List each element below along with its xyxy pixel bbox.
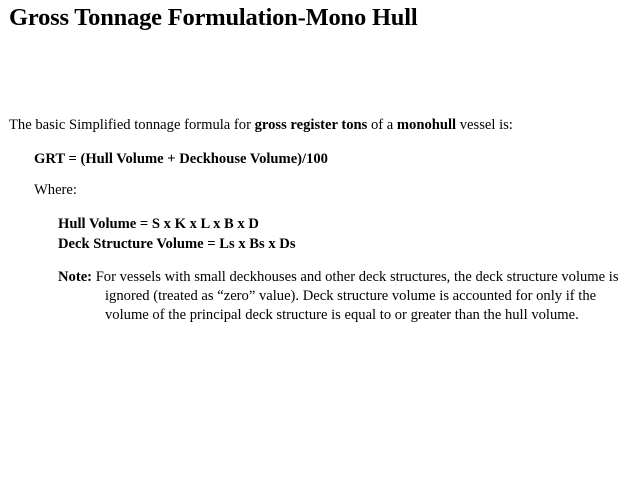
note-paragraph [58,268,624,324]
grt-formula: GRT = (Hull Volume + Deckhouse Volume)/100 [34,151,328,167]
intro-text-1: The basic Simplified tonnage formula for [9,117,255,133]
hull-volume-definition: Hull Volume = S x K x L x B x D [58,216,259,232]
deck-structure-volume-definition: Deck Structure Volume = Ls x Bs x Ds [58,236,296,252]
intro-paragraph [9,117,513,134]
intro-text-2: of a [367,117,397,133]
note-text: For vessels with small deckhouses and other deck structures, the deck structure volume is ignored (treated as “zero” value). Deck structure volume is accounted for only if the volume of the principal deck structure is equal to or greater than the hull volume. [92,269,619,323]
note-label: Note: [58,269,93,285]
intro-bold-monohull: monohull [396,117,457,133]
intro-bold-gross-register-tons: gross register tons [254,117,368,133]
where-label: Where: [34,182,77,198]
intro-text-3: vessel is: [456,117,513,133]
page-title: Gross Tonnage Formulation-Mono Hull [9,4,418,31]
